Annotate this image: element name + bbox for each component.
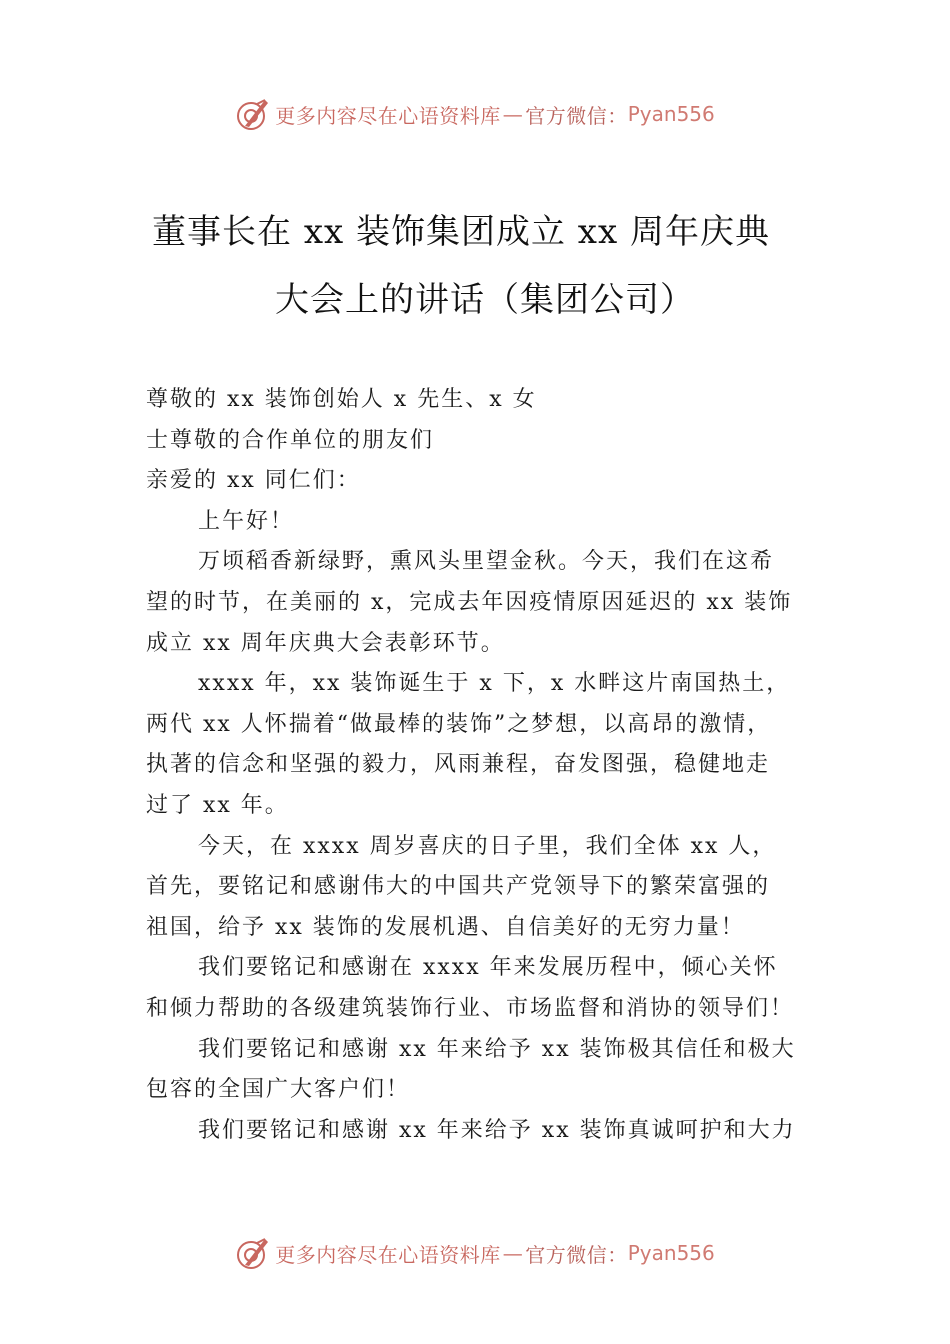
- paragraph-line: 我们要铭记和感谢在 xxxx 年来发展历程中，倾心关怀: [198, 955, 778, 981]
- salutation-line: 亲爱的 xx 同仁们：: [146, 468, 361, 494]
- footer-banner: [0, 1233, 950, 1273]
- banner-separator: —: [502, 1241, 524, 1265]
- banner-separator: —: [502, 102, 524, 126]
- header-banner: [0, 94, 950, 134]
- paragraph-line: xxxx 年，xx 装饰诞生于 x 下，x 水畔这片南国热土，: [198, 671, 791, 697]
- paragraph-line: 成立 xx 周年庆典大会表彰环节。: [146, 630, 505, 656]
- quill-logo-icon: [235, 96, 271, 132]
- banner-wechat-id: Pyan556: [627, 1241, 715, 1265]
- paragraph-line: 我们要铭记和感谢 xx 年来给予 xx 装饰极其信任和极大: [198, 1036, 796, 1062]
- paragraph-line: 万顷稻香新绿野，熏风头里望金秋。今天，我们在这希: [198, 549, 775, 575]
- paragraph-line: 我们要铭记和感谢 xx 年来给予 xx 装饰真诚呵护和大力: [198, 1117, 796, 1143]
- greeting-line: 上午好！: [198, 508, 295, 534]
- paragraph-line: 包容的全国广大客户们！: [146, 1077, 411, 1103]
- banner-wechat-id: Pyan556: [627, 102, 715, 126]
- document-body: [146, 380, 810, 1151]
- paragraph-line: 祖国，给予 xx 装饰的发展机遇、自信美好的无穷力量！: [146, 914, 745, 940]
- document-title-line-1: 董事长在 xx 装饰集团成立 xx 周年庆典: [152, 212, 770, 252]
- banner-slogan: 更多内容尽在心语资料库: [275, 1242, 501, 1267]
- paragraph-line: 首先，要铭记和感谢伟大的中国共产党领导下的繁荣富强的: [146, 874, 771, 900]
- paragraph-line: 两代 xx 人怀揣着“做最棒的装饰”之梦想，以高昂的激情，: [146, 711, 772, 737]
- paragraph-line: 望的时节，在美丽的 x，完成去年因疫情原因延迟的 xx 装饰: [146, 589, 793, 615]
- paragraph-line: 过了 xx 年。: [146, 792, 289, 818]
- banner-wechat-label: 官方微信：: [525, 103, 628, 128]
- salutation-line: 尊敬的 xx 装饰创始人 x 先生、x 女: [146, 387, 537, 412]
- banner-wechat-label: 官方微信：: [525, 1242, 628, 1267]
- quill-logo-icon: [235, 1235, 271, 1271]
- document-title-line-2: 大会上的讲话（集团公司）: [275, 280, 695, 320]
- paragraph-line: 今天，在 xxxx 周岁喜庆的日子里，我们全体 xx 人，: [198, 833, 777, 859]
- salutation-line: 士尊敬的合作单位的朋友们: [146, 427, 435, 453]
- banner-slogan: 更多内容尽在心语资料库: [275, 103, 501, 128]
- paragraph-line: 和倾力帮助的各级建筑装饰行业、市场监督和消协的领导们！: [146, 995, 795, 1021]
- paragraph-line: 执著的信念和坚强的毅力，风雨兼程，奋发图强，稳健地走: [146, 752, 771, 778]
